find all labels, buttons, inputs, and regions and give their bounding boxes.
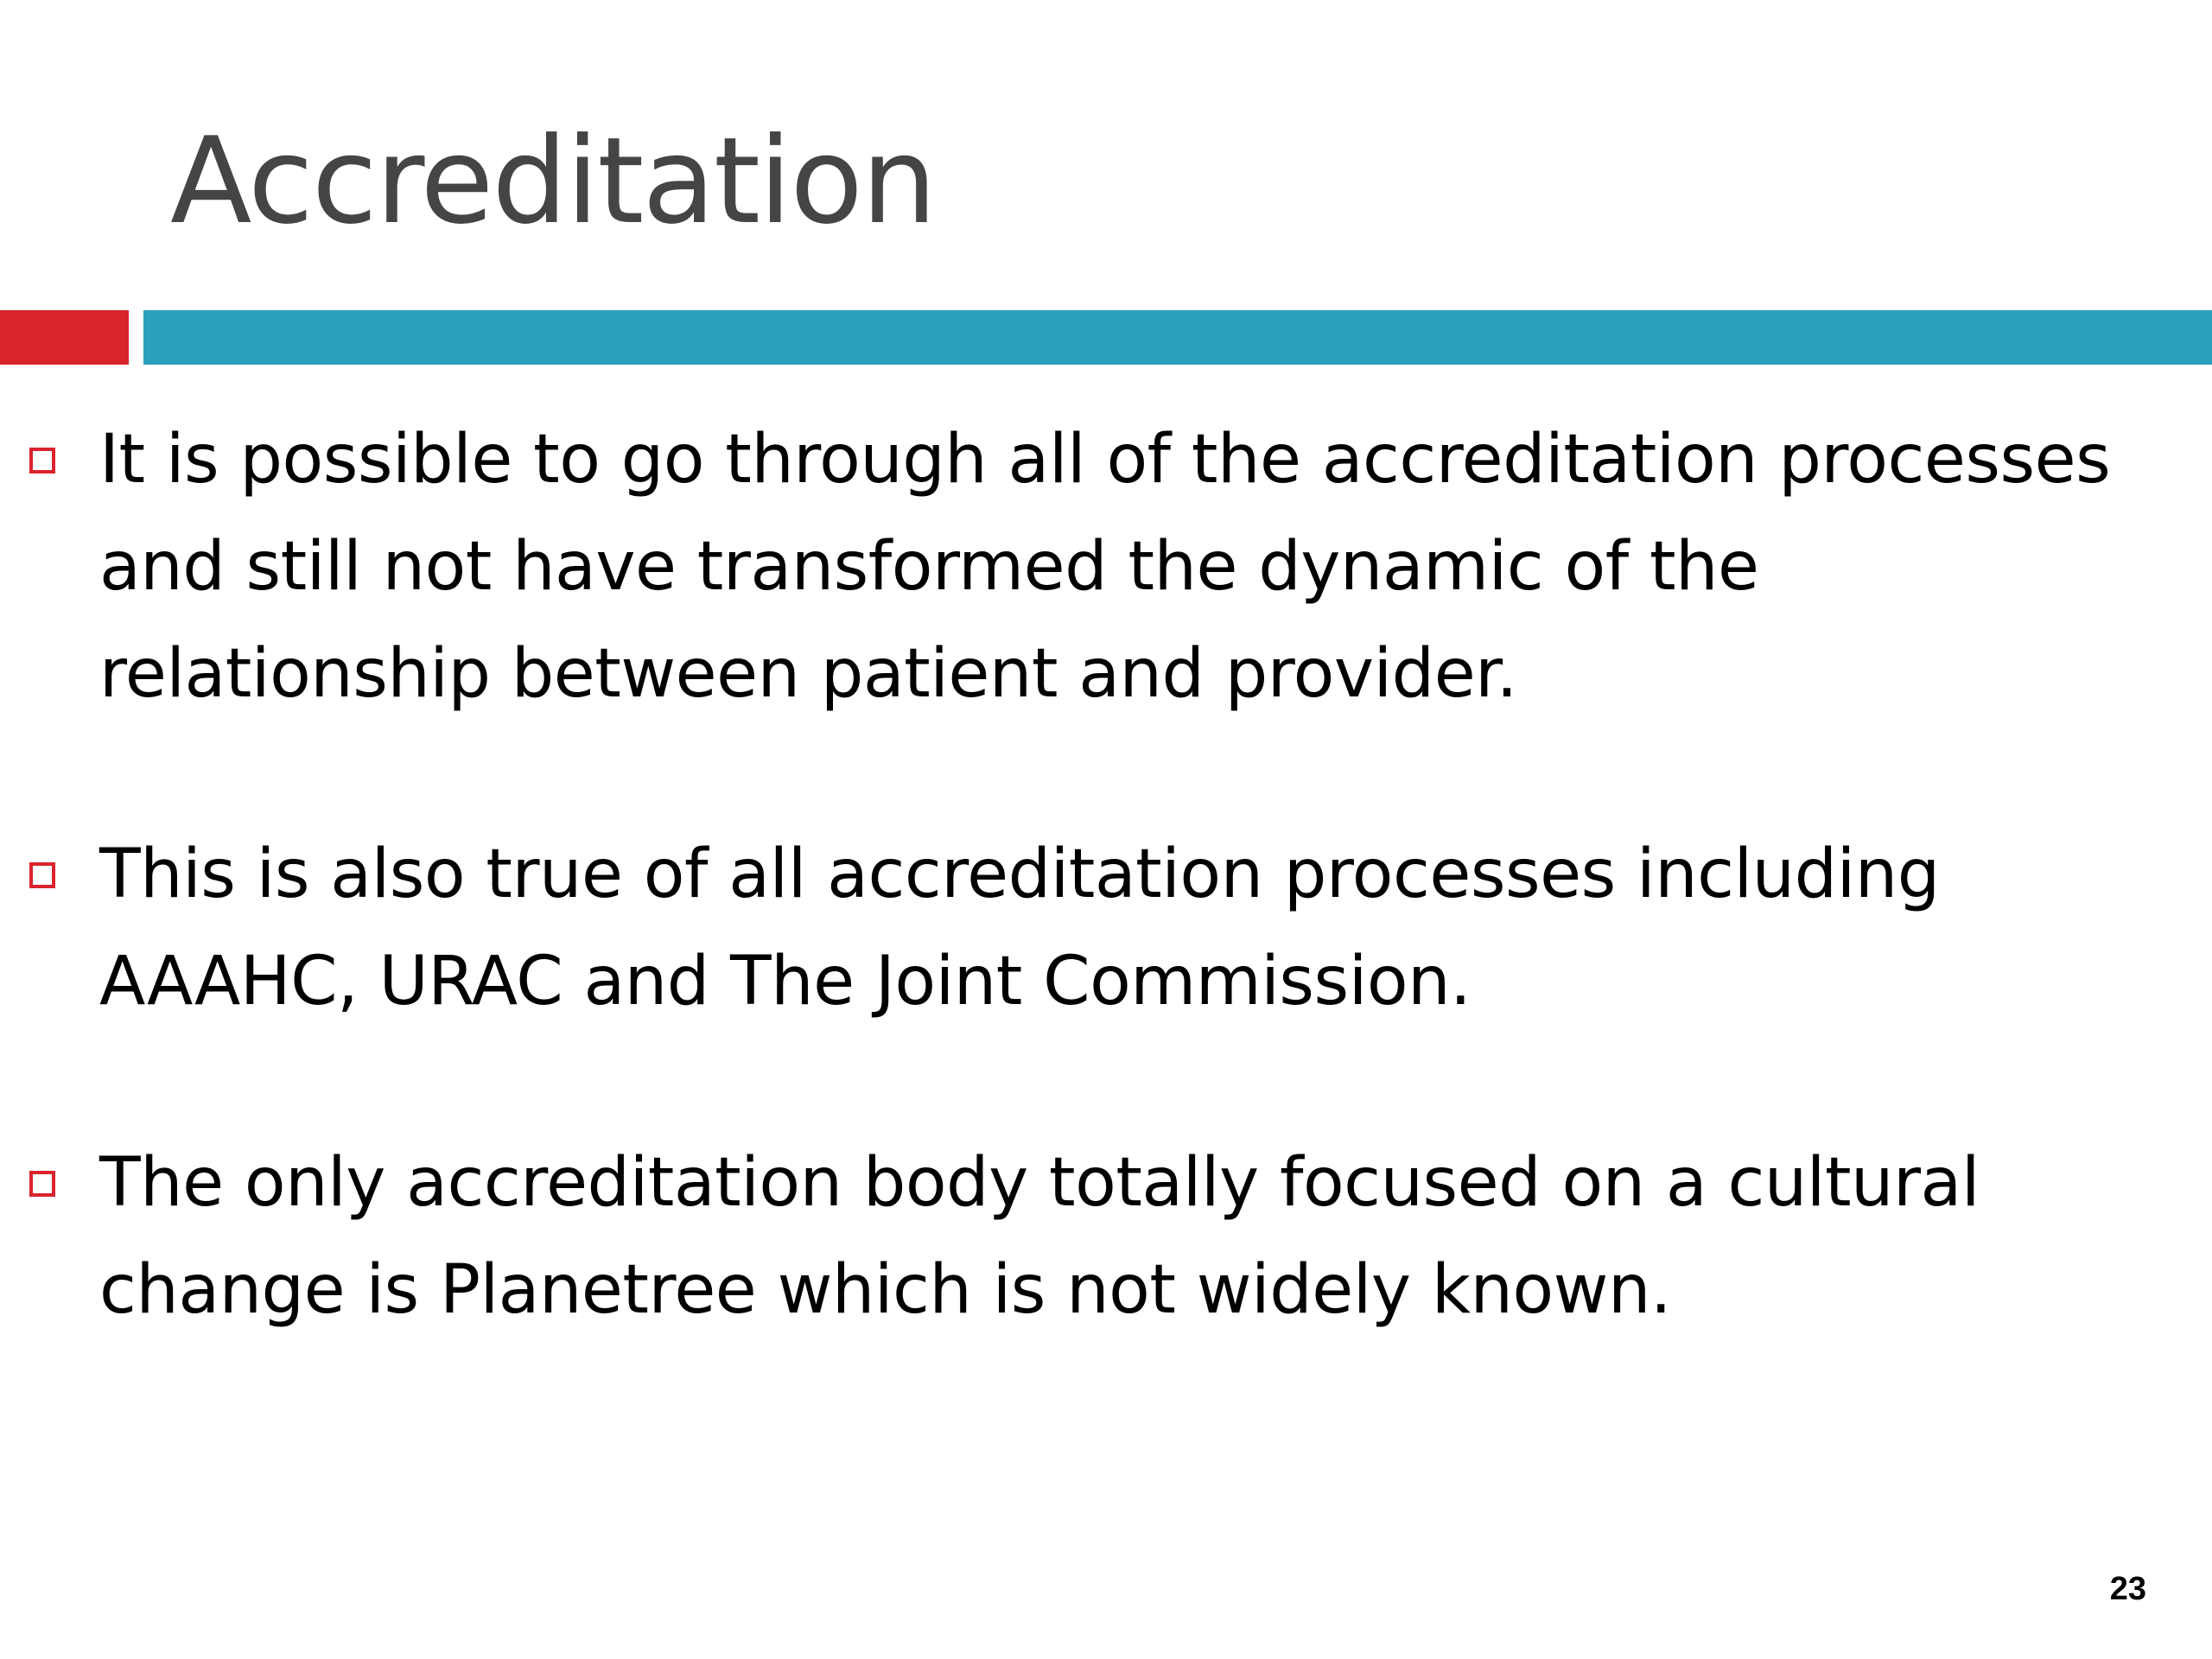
bullet-text: It is possible to go through all of the accreditation processes and still not have transformed the dynamic of the relationship between patient and provider. bbox=[99, 421, 2111, 713]
slide-title: Accreditation bbox=[170, 111, 936, 251]
hollow-square-icon bbox=[29, 448, 55, 474]
hollow-square-icon bbox=[29, 1171, 55, 1197]
bullet-text: The only accreditation body totally focused on a cultural change is Planetree which is not widely known. bbox=[99, 1144, 1980, 1329]
bullet-text: This is also true of all accreditation processes including AAAHC, URAC and The Joint Commission. bbox=[99, 836, 1940, 1020]
hollow-square-icon bbox=[29, 862, 55, 888]
page-number: 23 bbox=[2109, 1571, 2146, 1607]
